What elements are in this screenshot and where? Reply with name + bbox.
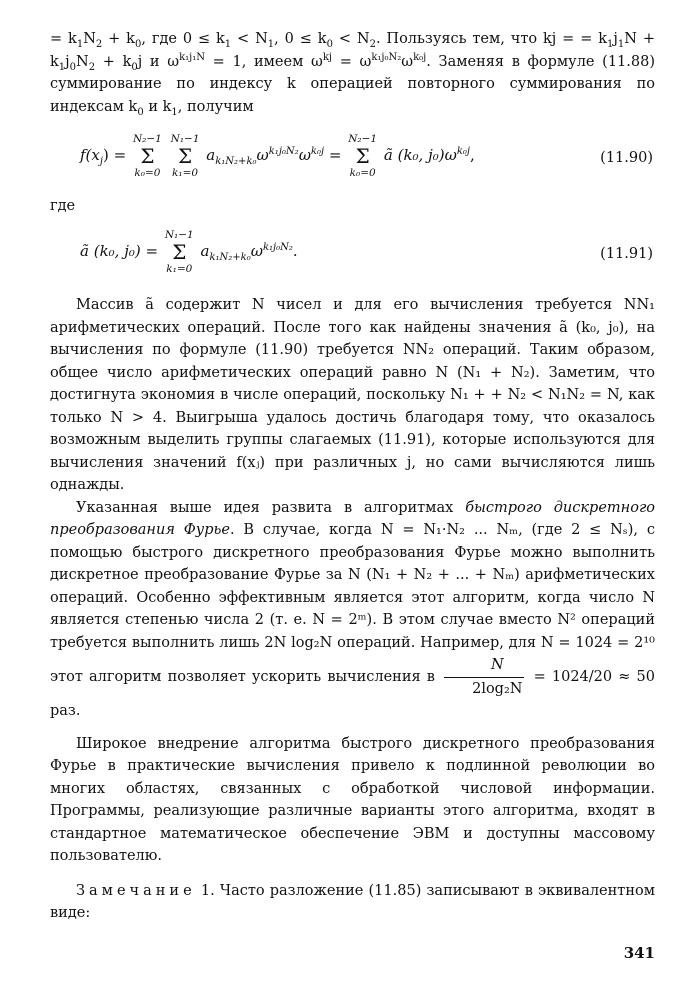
remark-label: Замечание xyxy=(76,882,196,899)
paragraph-remark: Замечание 1. Часто разложение (11.85) записывают в эквивалентном виде: xyxy=(50,882,655,921)
fraction: $\frac{N}{\text{2log₂N}}$ xyxy=(444,654,524,700)
paragraph-intro: = $k_1N_2 + k_0$, где $0 \le k_1 < N_1$, $0 \le k_0 < N_2$. Пользуясь тем, что kj = = $k_1j_1N + k_1j_0N_2 + k_0j$ и $\omega^{k_1j_1N} = 1$, имеем $\omega^{kj} = \omega^{k_1j_0N_2}\omega^{k_0j}$. Заменяя в формуле (11.88) суммирование по индексу k операцией повторного суммирования по индексам $k_0$ и $k_1$, получим xyxy=(50,31,656,118)
equation-11-91: ã (k₀, j₀) = N₁−1 Σ k₁=0 $a_{k_1N_2+k_0}\omega^{k_1j_0N_2}$. (11.91) xyxy=(80,229,653,275)
equation-number: (11.90) xyxy=(600,150,653,166)
page-number: 341 xyxy=(623,944,655,962)
sum-symbol: N₂−1 Σ k₀=0 xyxy=(132,133,162,179)
sum-symbol: N₁−1 Σ k₁=0 xyxy=(164,229,194,275)
paragraph-array: Массив ã содержит N чисел и для его вычисления требуется NN₁ арифметических операций. После того как найдены значения ã (k₀, j₀), на вычисления по формуле (11.90) требуется NN₂ операций. Таким образом, общее число арифметических операций равно N (N₁ + N₂). Заметим, что достигнута экономия в числе операций, поскольку N₁ + + N₂ < N₁N₂ = N, как только N > 4. Выигрыша удалось достичь благодаря тому, что оказалось возможным выделить группы слагаемых (11.91), которые используются для вычисления значений f(xⱼ) при различных j, но сами вычисляются лишь однажды. xyxy=(50,297,655,493)
sum-symbol: N₂−1 Σ k₀=0 xyxy=(348,133,378,179)
where-label: где xyxy=(50,198,76,214)
equation-number: (11.91) xyxy=(600,246,653,262)
equation-11-90: $f(x_j)$ = N₂−1 Σ k₀=0 N₁−1 Σ k₁=0 $a_{k_1N_2+k_0}\omega^{k_1j_0N_2}\omega^{k_0j}$ = N₂−1 Σ k₀=0 ã (k₀, $j_0)\omega^{k_0j}$, (11.90) xyxy=(80,133,653,179)
paragraph-adoption: Широкое внедрение алгоритма быстрого дискретного преобразования Фурье в практические вычисления привело к подлинной революции во многих областях, связанных с обработкой числовой информации. Программы, реализующие различные варианты этого алгоритма, входят в стандартное математическое обеспечение ЭВМ и доступны массовому пользователю. xyxy=(50,735,655,864)
sum-symbol: N₁−1 Σ k₁=0 xyxy=(170,133,200,179)
paragraph-fft: Указанная выше идея развита в алгоритмах быстрого дискретного преобразования Фурье. В случае, когда N = N₁·N₂ ... Nₘ, (где 2 ≤ Nₛ), с помощью быстрого дискретного преобразования Фурье можно выполнить дискретное преобразование Фурье за N (N₁ + N₂ + ... + Nₘ) арифметических операций. Особенно эффективным является этот алгоритм, когда число N является степенью числа 2 (т. е. N = 2ᵐ). В этом случае вместо N² операций требуется выполнить лишь 2N log₂N операций. Например, для N = 1024 = 2¹⁰ этот алгоритм позволяет ускорить вычисления в $\frac{N}{\text{2log₂N}}$ = 1024/20 ≈ 50 раз. xyxy=(50,499,655,719)
